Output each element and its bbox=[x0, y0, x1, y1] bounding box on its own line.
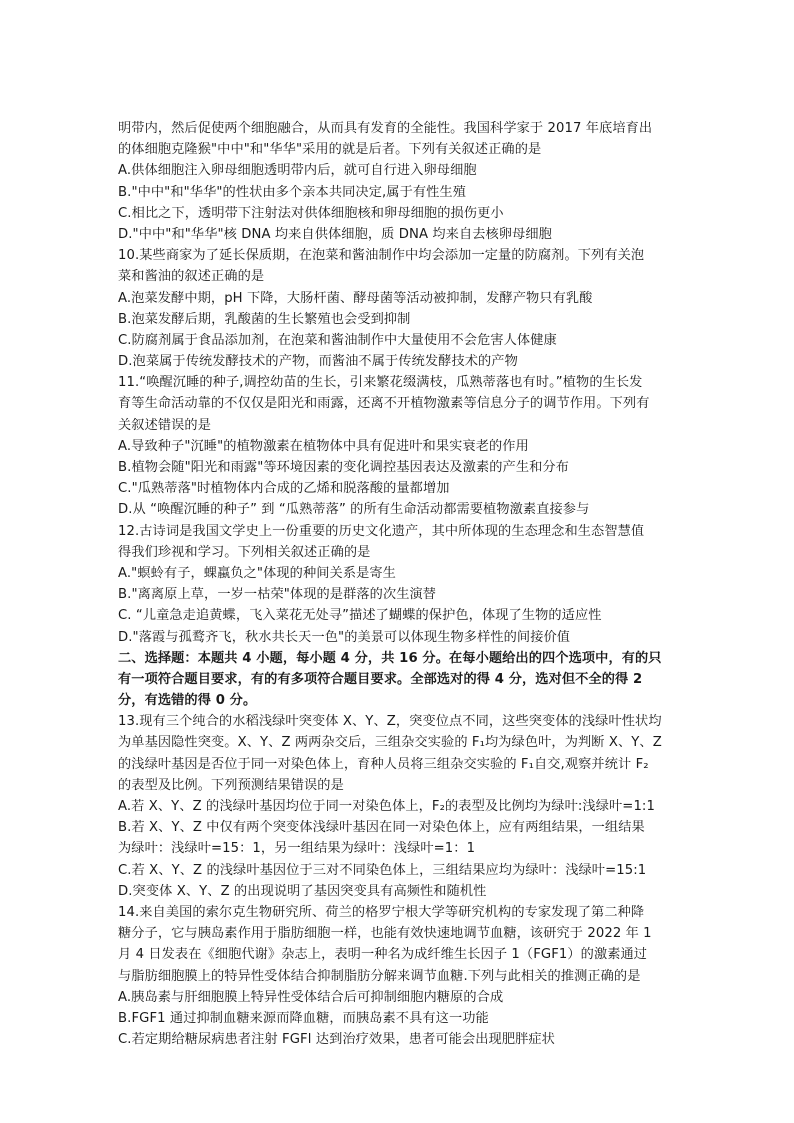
text-line: D."中中"和"华华"核 DNA 均来自供体细胞，质 DNA 均来自去核卵母细胞 bbox=[118, 226, 552, 242]
answer-option bbox=[118, 224, 683, 245]
text-line: D.泡菜属于传统发酵技术的产物，而酱油不属于传统发酵技术的产物 bbox=[118, 354, 518, 370]
text-line: 14.来自美国的索尔克生物研究所、荷兰的格罗宁根大学等研究机构的专家发现了第二种降 bbox=[118, 904, 645, 920]
question-text bbox=[118, 902, 683, 987]
question-text bbox=[118, 711, 683, 796]
answer-option bbox=[118, 499, 683, 520]
text-line: 菜和酱油的叙述正确的是 bbox=[118, 269, 265, 285]
text-line: 与脂肪细胞膜上的特异性受体结合抑制脂肪分解来调节血糖.下列与此相关的推测正确的是 bbox=[118, 968, 641, 984]
answer-option bbox=[118, 478, 683, 499]
answer-option bbox=[118, 796, 683, 817]
answer-option bbox=[118, 817, 683, 859]
question-text bbox=[118, 521, 683, 563]
text-line: 关叙述错误的是 bbox=[118, 417, 212, 433]
text-line: 育等生命活动靠的不仅仅是阳光和雨露，还离不开植物激素等信息分子的调节作用。下列有 bbox=[118, 396, 650, 412]
text-line: C.若 X、Y、Z 的浅绿叶基因位于三对不同染色体上，三组结果应均为绿叶：浅绿叶=15:1 bbox=[118, 862, 647, 878]
text-line: D.突变体 X、Y、Z 的出现说明了基因突变具有高频性和随机性 bbox=[118, 883, 487, 899]
answer-option bbox=[118, 182, 683, 203]
text-line: 二、选择题：本题共 4 小题，每小题 4 分，共 16 分。在每小题给出的四个选项中，有的只 bbox=[118, 650, 662, 666]
answer-option bbox=[118, 309, 683, 330]
text-line: C.相比之下，透明带下注射法对供体细胞核和卵母细胞的损伤更小 bbox=[118, 205, 504, 221]
answer-option bbox=[118, 1008, 683, 1029]
text-line: B.若 X、Y、Z 中仅有两个突变体浅绿叶基因在同一对染色体上，应有两组结果，一组结果 bbox=[118, 820, 645, 836]
answer-option bbox=[118, 627, 683, 648]
text-line: A.供体细胞注入卵母细胞透明带内后，就可自行进入卵母细胞 bbox=[118, 163, 477, 179]
text-line: B."离离原上草，一岁一枯荣"体现的是群落的次生演替 bbox=[118, 587, 437, 603]
answer-option bbox=[118, 457, 683, 478]
text-line: C.防腐剂属于食品添加剂，在泡菜和酱油制作中大量使用不会危害人体健康 bbox=[118, 332, 557, 348]
answer-option bbox=[118, 351, 683, 372]
text-line: 13.现有三个纯合的水稻浅绿叶突变体 X、Y、Z，突变位点不同，这些突变体的浅绿叶性状均 bbox=[118, 714, 662, 730]
answer-option bbox=[118, 288, 683, 309]
text-line: A.泡菜发酵中期，pH 下降，大肠杆菌、酵母菌等活动被抑制，发酵产物只有乳酸 bbox=[118, 290, 593, 306]
section-heading bbox=[118, 648, 683, 712]
text-line: D."落霞与孤鹜齐飞，秋水共长天一色"的美景可以体现生物多样性的间接价值 bbox=[118, 629, 571, 645]
text-line: A.胰岛素与肝细胞膜上特异性受体结合后可抑制细胞内糖原的合成 bbox=[118, 989, 504, 1005]
text-line: B."中中"和"华华"的性状由多个亲本共同决定,属于有性生殖 bbox=[118, 184, 467, 200]
question-text bbox=[118, 372, 683, 436]
question-text bbox=[118, 245, 683, 287]
answer-option bbox=[118, 1029, 683, 1050]
text-line: A."螟蛉有子，蜾蠃负之"体现的种间关系是寄生 bbox=[118, 565, 396, 581]
text-line: 10.某些商家为了延长保质期，在泡菜和酱油制作中均会添加一定量的防腐剂。下列有关泡 bbox=[118, 248, 645, 264]
answer-option bbox=[118, 584, 683, 605]
text-line: 分，有选错的得 0 分。 bbox=[118, 693, 257, 709]
answer-option bbox=[118, 881, 683, 902]
answer-option bbox=[118, 987, 683, 1008]
answer-option bbox=[118, 860, 683, 881]
text-line: 为绿叶：浅绿叶=15：1，另一组结果为绿叶：浅绿叶=1：1 bbox=[118, 841, 476, 857]
text-line: 为单基因隐性突变。X、Y、Z 两两杂交后，三组杂交实验的 F₁均为绿色叶，为判断 X、Y、Z bbox=[118, 735, 662, 751]
answer-option bbox=[118, 330, 683, 351]
text-line: B.植物会随"阳光和雨露"等环境因素的变化调控基因表达及激素的产生和分布 bbox=[118, 460, 569, 475]
text-line: 月 4 日发表在《细胞代谢》杂志上，表明一种名为成纤维生长因子 1（FGF1）的激素通过 bbox=[118, 947, 648, 963]
text-line: A.导致种子"沉睡"的植物激素在植物体中具有促进叶和果实衰老的作用 bbox=[118, 438, 529, 454]
text-line: C. “儿童急走追黄蝶，飞入菜花无处寻”描述了蝴蝶的保护色，体现了生物的适应性 bbox=[118, 608, 602, 624]
text-line: 有一项符合题目要求，有的有多项符合题目要求。全部选对的得 4 分，选对但不全的得 2 bbox=[118, 671, 643, 687]
text-line: 糖分子，它与胰岛素作用于脂肪细胞一样，也能有效快速地调节血糖，该研究于 2022 年 1 bbox=[118, 926, 652, 942]
text-line: B.FGF1 通过抑制血糖来源而降血糖，而胰岛素不具有这一功能 bbox=[118, 1010, 489, 1026]
text-line: D.从 “唤醒沉睡的种子” 到 “瓜熟蒂落” 的所有生命活动都需要植物激素直接参与 bbox=[118, 502, 590, 518]
text-line: 得我们珍视和学习。下列相关叙述正确的是 bbox=[118, 544, 371, 560]
text-line: C."瓜熟蒂落"时植物体内合成的乙烯和脱落酸的量都增加 bbox=[118, 481, 450, 497]
question-text bbox=[118, 118, 683, 160]
answer-option bbox=[118, 160, 683, 181]
text-line: 的浅绿叶基因是否位于同一对染色体上，育种人员将三组杂交实验的 F₁自交,观察并统计 F₂ bbox=[118, 756, 649, 772]
text-line: A.若 X、Y、Z 的浅绿叶基因均位于同一对染色体上，F₂的表型及比例均为绿叶:浅绿叶=1:1 bbox=[118, 799, 655, 814]
answer-option bbox=[118, 203, 683, 224]
answer-option bbox=[118, 436, 683, 457]
text-line: 明带内，然后促使两个细胞融合，从而具有发育的全能性。我国科学家于 2017 年底培育出 bbox=[118, 121, 653, 136]
text-line: 12.古诗词是我国文学史上一份重要的历史文化遗产，其中所体现的生态理念和生态智慧值 bbox=[118, 523, 645, 539]
text-line: 11.“唤醒沉睡的种子,调控幼苗的生长，引来繁花缀满枝，瓜熟蒂落也有时。”植物的生长发 bbox=[118, 375, 643, 391]
text-line: 的表型及比例。下列预测结果错误的是 bbox=[118, 777, 344, 793]
answer-option bbox=[118, 563, 683, 584]
text-line: C.若定期给糖尿病患者注射 FGFl 达到治疗效果，患者可能会出现肥胖症状 bbox=[118, 1032, 555, 1048]
text-line: B.泡菜发酵后期，乳酸菌的生长繁殖也会受到抑制 bbox=[118, 311, 411, 327]
answer-option bbox=[118, 605, 683, 626]
exam-page bbox=[118, 118, 683, 1050]
text-line: 的体细胞克隆猴"中中"和"华华"采用的就是后者。下列有关叙述正确的是 bbox=[118, 142, 542, 158]
